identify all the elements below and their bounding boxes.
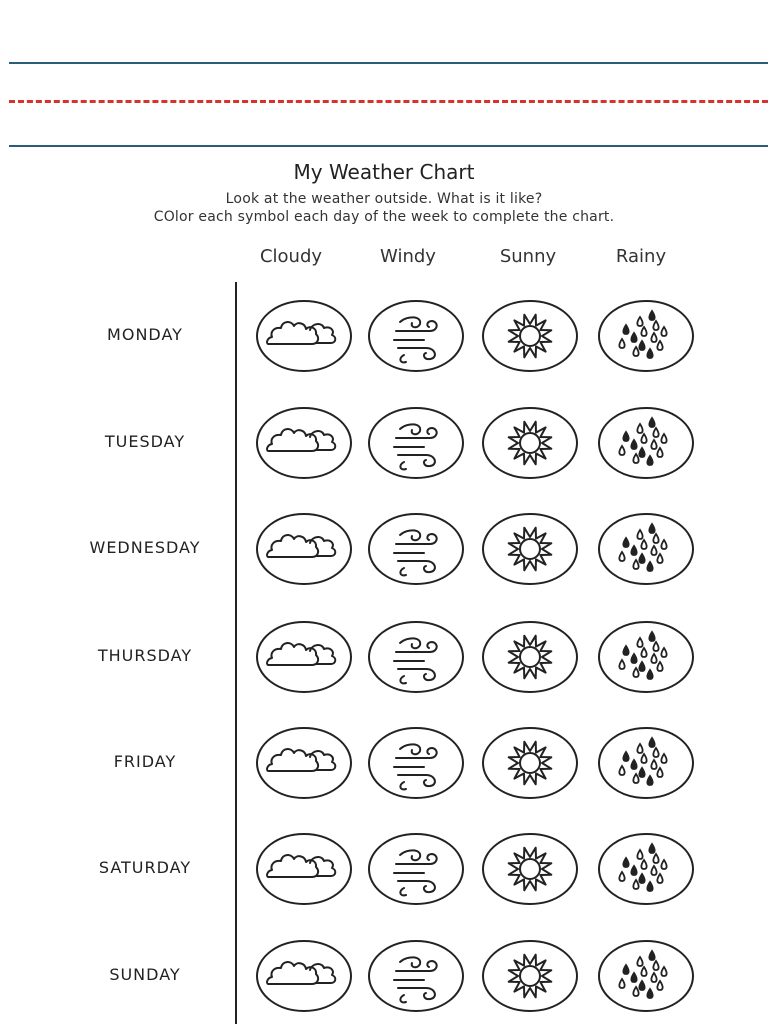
sun-icon[interactable] — [480, 725, 580, 801]
column-header-cloudy: Cloudy — [259, 246, 323, 267]
instruction-line-2: COlor each symbol each day of the week to complete the chart. — [153, 209, 615, 225]
dashed-guide-line — [9, 100, 768, 103]
instruction-line-1: Look at the weather outside. What is it like? — [225, 191, 543, 207]
page-title: My Weather Chart — [293, 160, 475, 184]
day-label-friday: FRIDAY — [113, 752, 177, 771]
day-label-monday: MONDAY — [107, 325, 183, 344]
wind-icon[interactable] — [366, 298, 466, 374]
cloud-icon[interactable] — [254, 298, 354, 374]
day-label-thursday: THURSDAY — [97, 646, 193, 665]
rain-icon[interactable] — [596, 938, 696, 1014]
sun-icon[interactable] — [480, 938, 580, 1014]
cloud-icon[interactable] — [254, 405, 354, 481]
column-header-windy: Windy — [380, 246, 436, 267]
wind-icon[interactable] — [366, 831, 466, 907]
cloud-icon[interactable] — [254, 831, 354, 907]
day-label-saturday: SATURDAY — [98, 858, 192, 877]
rain-icon[interactable] — [596, 511, 696, 587]
wind-icon[interactable] — [366, 938, 466, 1014]
cloud-icon[interactable] — [254, 511, 354, 587]
wind-icon[interactable] — [366, 511, 466, 587]
sun-icon[interactable] — [480, 619, 580, 695]
top-rule-line — [9, 62, 768, 64]
day-label-sunday: SUNDAY — [109, 965, 181, 984]
wind-icon[interactable] — [366, 725, 466, 801]
column-header-rainy: Rainy — [615, 246, 667, 267]
day-label-wednesday: WEDNESDAY — [89, 538, 201, 557]
sun-icon[interactable] — [480, 405, 580, 481]
day-label-tuesday: TUESDAY — [104, 432, 186, 451]
wind-icon[interactable] — [366, 405, 466, 481]
cloud-icon[interactable] — [254, 725, 354, 801]
rain-icon[interactable] — [596, 725, 696, 801]
wind-icon[interactable] — [366, 619, 466, 695]
sun-icon[interactable] — [480, 511, 580, 587]
column-header-sunny: Sunny — [499, 246, 557, 267]
rain-icon[interactable] — [596, 619, 696, 695]
rain-icon[interactable] — [596, 405, 696, 481]
sun-icon[interactable] — [480, 298, 580, 374]
rain-icon[interactable] — [596, 298, 696, 374]
bottom-rule-line — [9, 145, 768, 147]
cloud-icon[interactable] — [254, 619, 354, 695]
sun-icon[interactable] — [480, 831, 580, 907]
cloud-icon[interactable] — [254, 938, 354, 1014]
rain-icon[interactable] — [596, 831, 696, 907]
day-divider-line — [235, 282, 237, 1024]
